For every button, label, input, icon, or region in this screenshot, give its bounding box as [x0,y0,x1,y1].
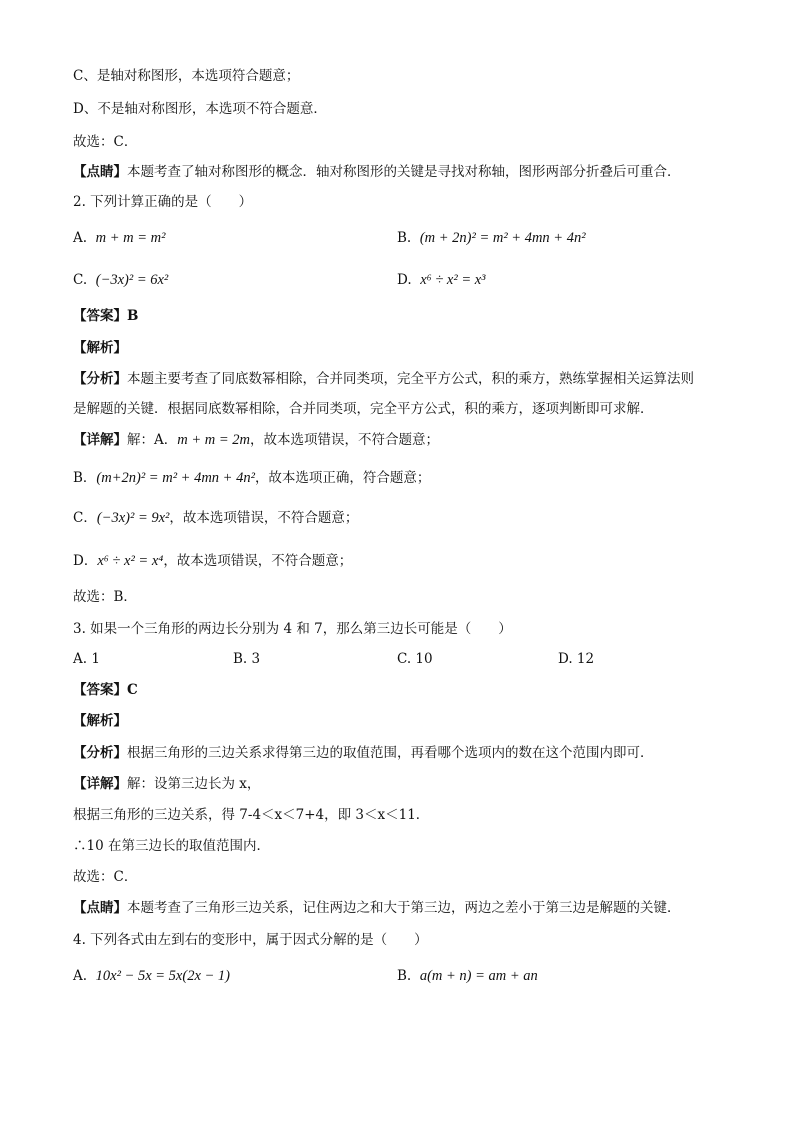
q2-option-a-letter: A. [73,230,88,246]
q3-option-b: B. 3 [233,651,261,667]
q4-option-a-math: 10x² − 5x = 5x(2x − 1) [95,968,230,984]
q4-option-a-letter: A. [73,968,88,984]
xiangjie-3-tag: 【详解】 [73,776,127,792]
answer-3-tag: 【答案】 [73,682,127,698]
xiangjie-2-a-math: m + m = 2m [177,432,250,448]
jiexi-3: 【解析】 [73,713,127,729]
fenxi-3 [73,743,654,763]
q2-option-b-math: (m + 2n)² = m² + 4mn + 4n² [419,230,586,246]
q2-option-b-letter: B. [397,230,412,246]
fenxi-3-tag: 【分析】 [73,745,127,761]
q2-option-d-letter: D. [397,272,412,288]
q2-option-c-math: (−3x)² = 6x² [95,272,169,288]
fenxi-2-line-1 [73,369,694,389]
xiangjie-2-a-post: ，故本选项错误，不符合题意； [249,432,439,448]
q2-option-c [73,270,168,290]
xiangjie-2-d [73,551,352,571]
xiangjie-2-a-pre: 解：A． [127,432,178,448]
q2-option-a-math: m + m = m² [95,230,166,246]
dianjing-3-text: 本题考查了三角形三边关系，记住两边之和大于第三边，两边之差小于第三边是解题的关键． [127,900,681,916]
xiangjie-3 [73,774,260,794]
xiangjie-2-b [73,468,430,488]
q4-option-b-letter: B. [397,968,412,984]
dianjing-3 [73,898,681,918]
q2-option-b [397,228,586,248]
dianjing-3-tag: 【点睛】 [73,900,127,916]
q3-option-a: A. 1 [73,651,100,667]
q4-option-b [397,966,538,986]
xiangjie-2-b-post: ，故本选项正确，符合题意； [254,470,431,486]
answer-2 [73,306,138,326]
xiangjie-2-b-math: (m+2n)² = m² + 4mn + 4n² [96,470,255,486]
solution-c-option: C、是轴对称图形，本选项符合题意； [73,68,300,84]
q4-option-a [73,966,230,986]
q2-option-d [397,270,486,290]
xiangjie-2-c-pre: C． [73,510,97,526]
solution-d-option: D、不是轴对称图形，本选项不符合题意． [73,101,327,117]
xiangjie-2-a [73,430,439,450]
answer-2-tag: 【答案】 [73,308,127,324]
question-3: 3. 如果一个三角形的两边长分别为 4 和 7，那么第三边长可能是（ ） [73,621,512,637]
xiangjie-2-c [73,508,358,528]
therefore-3: ∴10 在第三边长的取值范围内． [73,838,270,854]
fenxi-3-text: 根据三角形的三边关系求得第三边的取值范围，再看哪个选项内的数在这个范围内即可． [127,745,654,761]
q3-option-c: C. 10 [397,651,433,667]
question-2: 2. 下列计算正确的是（ ） [73,194,253,210]
xiangjie-2-b-pre: B． [73,470,97,486]
q4-option-b-math: a(m + n) = am + an [419,968,538,984]
xiangjie-2-d-math: x⁶ ÷ x² = x⁴ [97,553,164,569]
dianjing-1 [73,162,681,182]
dianjing-1-text: 本题考查了轴对称图形的概念．轴对称图形的关键是寻找对称轴，图形两部分折叠后可重合． [127,164,681,180]
q3-option-d: D. 12 [558,651,595,667]
q2-option-c-letter: C. [73,272,88,288]
fenxi-2-text-1: 本题主要考查了同底数幂相除，合并同类项，完全平方公式，积的乘方，熟练掌握相关运算法则 [127,371,694,387]
xiangjie-2-d-pre: D． [73,553,98,569]
relation-3: 根据三角形的三边关系，得 7-4＜x＜7+4，即 3＜x＜11． [73,807,430,823]
fenxi-2-tag: 【分析】 [73,371,127,387]
q2-option-d-math: x⁶ ÷ x² = x³ [420,272,486,288]
jiexi-2: 【解析】 [73,340,127,356]
xiangjie-2-c-post: ，故本选项错误，不符合题意； [169,510,359,526]
xiangjie-2-d-post: ，故本选项错误，不符合题意； [163,553,353,569]
answer-3-value: C [127,682,138,698]
xiangjie-2-tag: 【详解】 [73,432,127,448]
fenxi-2-line-2: 是解题的关键．根据同底数幂相除，合并同类项，完全平方公式，积的乘方，逐项判断即可求解． [73,401,654,417]
choice-line-1: 故选：C． [73,134,138,150]
question-4: 4. 下列各式由左到右的变形中，属于因式分解的是（ ） [73,932,428,948]
answer-3 [73,680,138,700]
xiangjie-2-c-math: (−3x)² = 9x² [96,510,170,526]
choice-line-3: 故选：C． [73,869,138,885]
answer-2-value: B [127,308,139,324]
dianjing-1-tag: 【点睛】 [73,164,127,180]
choice-line-2: 故选：B． [73,589,137,605]
xiangjie-3-text: 解：设第三边长为 x， [127,776,261,792]
q2-option-a [73,228,165,248]
